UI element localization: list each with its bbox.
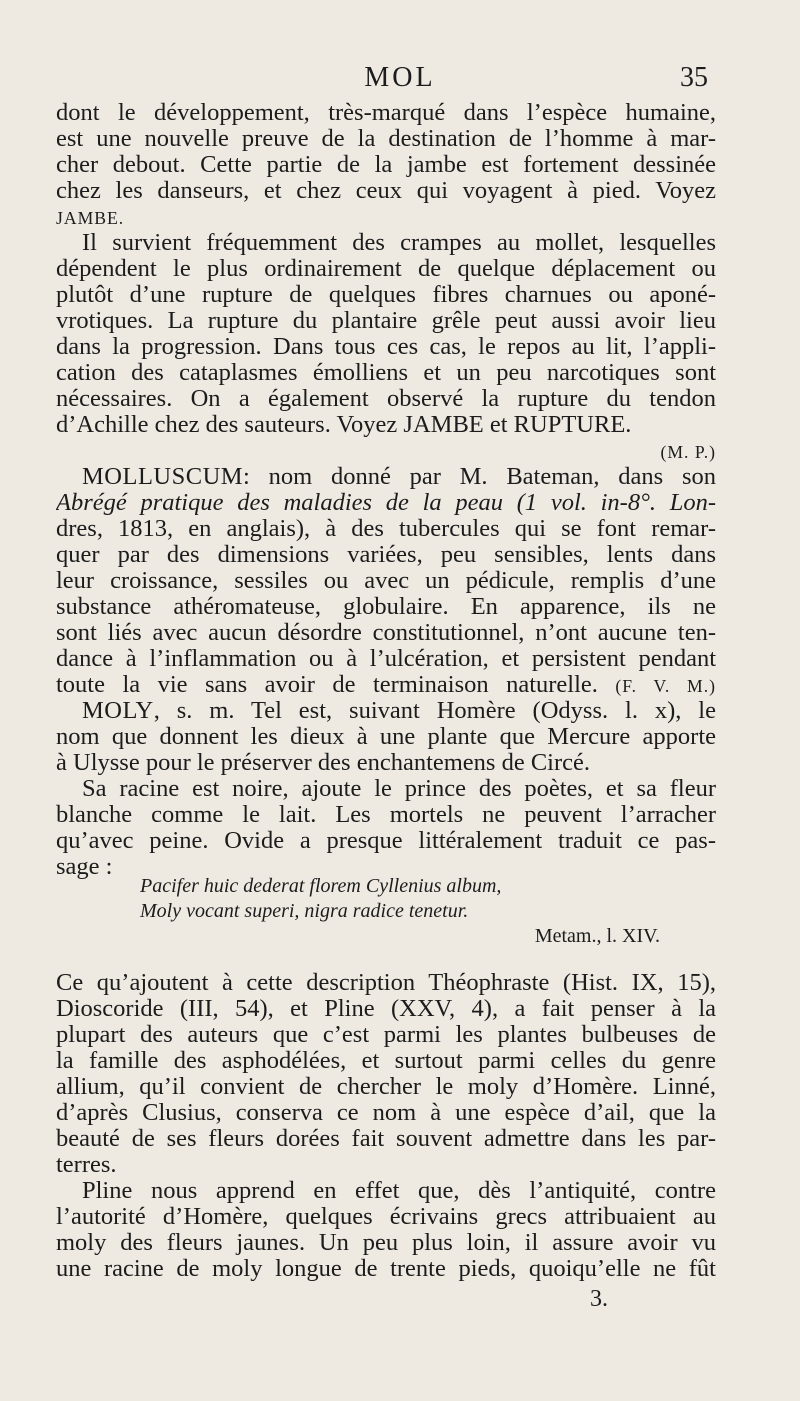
entry-line	[56, 464, 716, 490]
text-line: cation des cataplasmes émolliens et un peu narcotiques sont	[56, 360, 716, 386]
text-line: Pline nous apprend en effet que, dès l’antiquité, contre	[82, 1178, 716, 1204]
text-line: qu’avec peine. Ovide a presque littéralement traduit ce pas-	[56, 828, 716, 854]
entry-text: , s. m. Tel est, suivant Homère (Odyss. l. x), le	[153, 698, 716, 724]
text-line-body: toute la vie sans avoir de terminaison naturelle.	[56, 672, 598, 698]
main-text-continued	[56, 970, 716, 1282]
text-line: nécessaires. On a également observé la rupture du tendon	[56, 386, 716, 412]
text-line: dont le développement, très-marqué dans l’espèce humaine,	[56, 100, 716, 126]
text-line: nom que donnent les dieux à une plante que Mercure apporte	[56, 724, 716, 750]
signature-mark: 3.	[590, 1286, 608, 1312]
text-line: sage :	[56, 854, 113, 880]
verse-line: Moly vocant superi, nigra radice tenetur.	[140, 900, 469, 922]
text-line: plutôt d’une rupture de quelques fibres charnues ou aponé-	[56, 282, 716, 308]
main-text	[56, 100, 716, 880]
text-line: l’autorité d’Homère, quelques écrivains grecs attribuaient au	[56, 1204, 716, 1230]
running-head-title: MOL	[364, 62, 436, 93]
cross-reference: JAMBE.	[56, 208, 125, 228]
text-line: à Ulysse pour le préserver des enchantemens de Circé.	[56, 750, 591, 776]
entry-line	[56, 698, 716, 724]
entry-headword: MOLY	[82, 698, 154, 724]
text-line: dance à l’inflammation ou à l’ulcération, et persistent pendant	[56, 646, 716, 672]
verse-line: Pacifer huic dederat florem Cyllenius album,	[140, 875, 502, 897]
running-head	[0, 62, 800, 102]
page-number: 35	[680, 62, 708, 93]
verse-quotation	[140, 874, 660, 949]
entry-headword: MOLLUSCUM	[82, 464, 244, 490]
text-line: une racine de moly longue de trente pieds, quoiqu’elle ne fût	[56, 1256, 716, 1282]
text-line: est une nouvelle preuve de la destination de l’homme à mar-	[56, 126, 716, 152]
text-line: chez les danseurs, et chez ceux qui voyagent à pied. Voyez	[56, 178, 716, 204]
author-signature	[56, 438, 716, 464]
text-line: moly des fleurs jaunes. Un peu plus loin, il assure avoir vu	[56, 1230, 716, 1256]
text-line: Sa racine est noire, ajoute le prince des poètes, et sa fleur	[82, 776, 716, 802]
text-line	[56, 204, 716, 230]
text-line: vrotiques. La rupture du plantaire grêle peut aussi avoir lieu	[56, 308, 716, 334]
text-line: d’Achille chez des sauteurs. Voyez JAMBE et RUPTURE.	[56, 412, 632, 438]
text-line	[56, 672, 716, 698]
text-line: d’après Clusius, conserva ce nom à une espèce d’ail, que la	[56, 1100, 716, 1126]
author-signature: (F. V. M.)	[615, 676, 716, 696]
text-line: beauté de ses fleurs dorées fait souvent admettre dans les par-	[56, 1126, 716, 1152]
text-line: leur croissance, sessiles ou avec un pédicule, remplis d’une	[56, 568, 716, 594]
quotation-source: Metam., l. XIV.	[534, 925, 660, 947]
text-line: allium, qu’il convient de chercher le moly d’Homère. Linné,	[56, 1074, 716, 1100]
entry-text: : nom donné par M. Bateman, dans son	[243, 464, 716, 490]
text-line: Abrégé pratique des maladies de la peau (1 vol. in-8°. Lon-	[56, 490, 716, 516]
text-line: blanche comme le lait. Les mortels ne peuvent l’arracher	[56, 802, 716, 828]
text-line: plupart des auteurs que c’est parmi les plantes bulbeuses de	[56, 1022, 716, 1048]
text-line: la famille des asphodélées, et surtout parmi celles du genre	[56, 1048, 716, 1074]
text-line: Il survient fréquemment des crampes au mollet, lesquelles	[82, 230, 716, 256]
text-line: dans la progression. Dans tous ces cas, le repos au lit, l’appli-	[56, 334, 716, 360]
text-line: Ce qu’ajoutent à cette description Théophraste (Hist. IX, 15),	[56, 970, 716, 996]
signature-text: (M. P.)	[660, 442, 716, 462]
text-line: dépendent le plus ordinairement de quelque déplacement ou	[56, 256, 716, 282]
text-line: terres.	[56, 1152, 117, 1178]
text-line: Dioscoride (III, 54), et Pline (XXV, 4), a fait penser à la	[56, 996, 716, 1022]
text-line: cher debout. Cette partie de la jambe est fortement dessinée	[56, 152, 716, 178]
text-line: sont liés avec aucun désordre constitutionnel, n’ont aucune ten-	[56, 620, 716, 646]
text-line: dres, 1813, en anglais), à des tubercules qui se font remar-	[56, 516, 716, 542]
text-line: substance athéromateuse, globulaire. En apparence, ils ne	[56, 594, 716, 620]
text-line: quer par des dimensions variées, peu sensibles, lents dans	[56, 542, 716, 568]
